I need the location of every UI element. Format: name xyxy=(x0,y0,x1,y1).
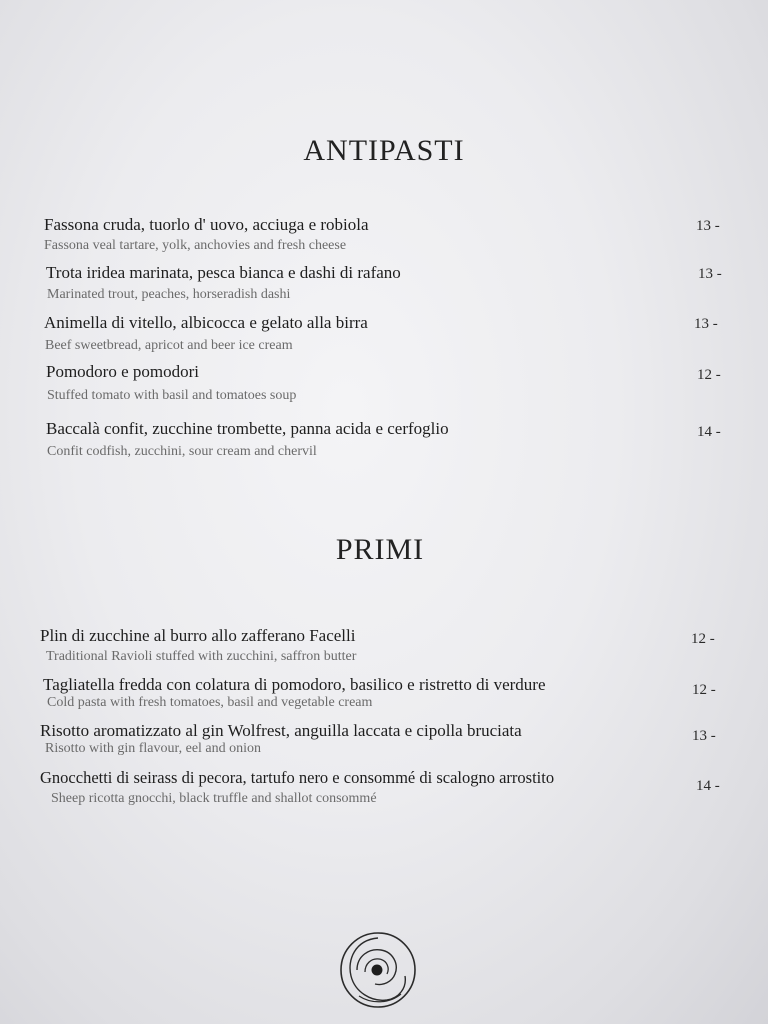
dish-name: Tagliatella fredda con colatura di pomodoro, basilico e ristretto di verdure xyxy=(43,675,546,694)
dish-price: 12 - xyxy=(691,631,715,647)
dish-name: Pomodoro e pomodori xyxy=(46,362,199,381)
dish-description: Sheep ricotta gnocchi, black truffle and shallot consommé xyxy=(51,791,377,806)
dish-price: 13 - xyxy=(698,266,722,282)
dish-name: Plin di zucchine al burro allo zafferano Facelli xyxy=(40,626,356,645)
dish-name: Animella di vitello, albicocca e gelato alla birra xyxy=(44,313,368,332)
dish-description: Cold pasta with fresh tomatoes, basil and vegetable cream xyxy=(47,695,373,710)
dish-name: Trota iridea marinata, pesca bianca e dashi di rafano xyxy=(46,263,401,282)
dish-price: 12 - xyxy=(697,367,721,383)
dish-price: 12 - xyxy=(692,682,716,698)
dish-name: Fassona cruda, tuorlo d' uovo, acciuga e robiola xyxy=(44,215,369,234)
section-title-primi: PRIMI xyxy=(335,533,425,566)
dish-description: Confit codfish, zucchini, sour cream and chervil xyxy=(47,444,317,459)
dish-name: Risotto aromatizzato al gin Wolfrest, anguilla laccata e cipolla bruciata xyxy=(40,721,522,740)
dish-description: Stuffed tomato with basil and tomatoes soup xyxy=(47,388,297,403)
section-title-antipasti: ANTIPASTI xyxy=(303,134,465,167)
dish-description: Marinated trout, peaches, horseradish dashi xyxy=(47,287,291,302)
dish-name: Baccalà confit, zucchine trombette, panna acida e cerfoglio xyxy=(46,419,449,438)
dish-description: Fassona veal tartare, yolk, anchovies and fresh cheese xyxy=(44,238,347,253)
dish-price: 13 - xyxy=(694,316,718,332)
dish-price: 14 - xyxy=(697,424,721,440)
dish-price: 14 - xyxy=(696,778,720,794)
dish-price: 13 - xyxy=(692,728,716,744)
dish-description: Beef sweetbread, apricot and beer ice cream xyxy=(45,338,293,353)
dish-name: Gnocchetti di seirass di pecora, tartufo nero e consommé di scalogno arrostito xyxy=(40,768,555,787)
dish-price: 13 - xyxy=(696,218,720,234)
dish-description: Risotto with gin flavour, eel and onion xyxy=(45,741,262,756)
circle-swirl-logo-icon xyxy=(337,930,419,1012)
dish-description: Traditional Ravioli stuffed with zucchini, saffron butter xyxy=(46,649,357,664)
